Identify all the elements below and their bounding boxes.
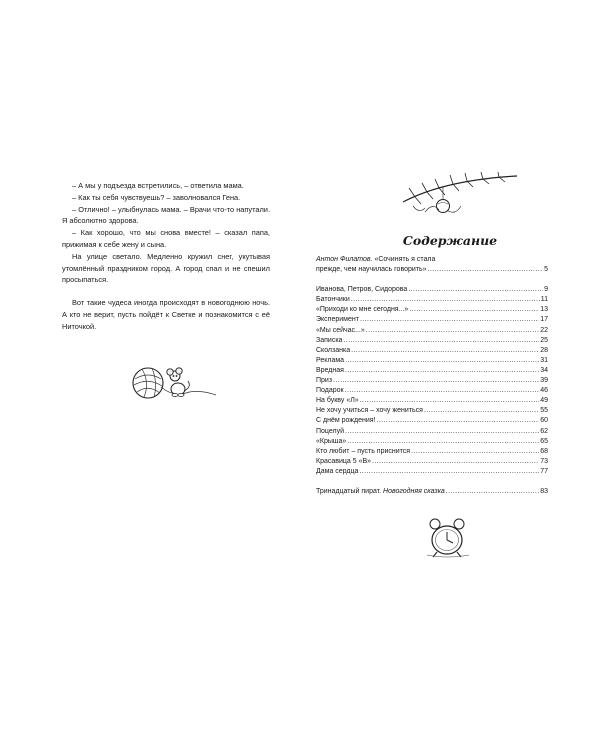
toc-entry-title: Красавица 5 «В» [316, 457, 372, 465]
toc-leader-dots [360, 315, 539, 325]
toc-leader-dots [359, 467, 539, 477]
toc-entry-subtitle: Новогодняя сказка [383, 487, 445, 495]
toc-entry[interactable] [316, 356, 548, 366]
toc-entry[interactable] [316, 406, 548, 416]
toc-entry-title: На букву «Л» [316, 397, 359, 405]
toc-intro-author: Антон Филатов. [316, 256, 373, 263]
toc-leader-dots [428, 265, 544, 275]
toc-entry-page: 55 [540, 407, 548, 415]
toc-leader-dots [345, 427, 539, 437]
toc-entry[interactable] [316, 366, 548, 376]
toc-entry[interactable] [316, 376, 548, 386]
toc-entry-title: Эксперимент [316, 316, 359, 324]
toc-entry[interactable] [316, 285, 548, 295]
toc-leader-dots [360, 396, 540, 406]
toc-entry[interactable] [316, 487, 548, 497]
toc-entry[interactable] [316, 305, 548, 315]
toc-leader-dots [372, 457, 539, 467]
toc-entry[interactable] [316, 265, 548, 275]
alarm-clock-illustration [425, 515, 471, 559]
toc-entry-title: Тринадцатый пират. [316, 487, 382, 495]
toc-title: Содержание [402, 233, 498, 248]
toc-entry[interactable] [316, 295, 548, 305]
toc-entry-page: 73 [540, 457, 548, 465]
table-of-contents [316, 255, 548, 497]
toc-entry-page: 11 [540, 296, 548, 304]
toc-entry[interactable] [316, 386, 548, 396]
toc-intro [316, 255, 548, 275]
toc-entry-page: 77 [540, 467, 548, 475]
toc-entry-title: Поцелуй [316, 427, 345, 435]
toc-entry-title: Реклама [316, 356, 345, 364]
toc-leader-dots [446, 487, 539, 497]
toc-entry[interactable] [316, 315, 548, 325]
toc-leader-dots [345, 356, 539, 366]
right-page [300, 0, 600, 750]
toc-entry[interactable] [316, 336, 548, 346]
toc-leader-dots [424, 406, 539, 416]
toc-entry-page: 22 [540, 326, 548, 334]
paragraph: – Как ты себя чувствуешь? – заволновался Гена. [72, 192, 241, 202]
toc-entry-title: «Крыша» [316, 437, 347, 445]
toc-entry-page: 65 [540, 437, 548, 445]
toc-entry-page: 68 [540, 447, 548, 455]
toc-entry-page: 39 [540, 377, 548, 385]
toc-intro-line1: «Сочинять я стала [374, 256, 436, 263]
toc-entry[interactable] [316, 396, 548, 406]
toc-entry-title: «Мы сейчас...» [316, 326, 365, 334]
toc-entry[interactable] [316, 467, 548, 477]
toc-entry-page: 17 [540, 316, 548, 324]
toc-leader-dots [345, 386, 540, 396]
toc-entry-page: 5 [544, 266, 548, 274]
toc-entry-page: 34 [540, 366, 548, 374]
toc-leader-dots [409, 305, 539, 315]
toc-leader-dots [345, 366, 539, 376]
toc-entry-title: Кто любит – пусть приснится [316, 447, 411, 455]
toc-entry-title: Приз [316, 377, 333, 385]
paragraph: На улице светало. Медленно кружил снег, укутывая утомлённый праздником город. А город спал и не спешил просыпаться. [62, 251, 270, 285]
toc-entry-page: 83 [540, 487, 548, 495]
toc-entry-title: «Приходи ко мне сегодня...» [316, 306, 409, 314]
toc-entry[interactable] [316, 427, 548, 437]
toc-entry-title: Записка [316, 336, 343, 344]
toc-entry-title: прежде, чем научилась говорить» [316, 266, 427, 274]
toc-leader-dots [347, 437, 539, 447]
paragraph: – Как хорошо, что мы снова вместе! – сказал папа, прижимая к себе жену и сына. [62, 228, 270, 249]
toc-entry-page: 60 [540, 417, 548, 425]
toc-entry-title: Подарок [316, 387, 344, 395]
toc-entry[interactable] [316, 346, 548, 356]
toc-leader-dots [351, 346, 539, 356]
toc-leader-dots [408, 285, 543, 295]
toc-leader-dots [351, 295, 540, 305]
toc-entries [316, 285, 548, 477]
toc-leader-dots [376, 416, 539, 426]
toc-entry-page: 49 [540, 397, 548, 405]
toc-entry[interactable] [316, 437, 548, 447]
toc-entry-page: 46 [540, 387, 548, 395]
toc-entry-title: Батончики [316, 296, 350, 304]
toc-leader-dots [411, 447, 539, 457]
toc-entry-page: 62 [540, 427, 548, 435]
story-text [62, 180, 270, 333]
toc-entry[interactable] [316, 416, 548, 426]
toc-entry-page: 25 [540, 336, 548, 344]
toc-entry-title: Вредная [316, 366, 344, 374]
toc-entry[interactable] [316, 326, 548, 336]
fir-branch-ornament-illustration [395, 172, 525, 218]
paragraph: – А мы у подъезда встретились, – ответила мама. [72, 181, 244, 190]
toc-entry-page: 28 [540, 346, 548, 354]
toc-entry-page: 13 [540, 306, 548, 314]
toc-leader-dots [366, 326, 539, 336]
toc-entry-title: Иванова, Петров, Сидорова [316, 286, 408, 294]
toc-leader-dots [333, 376, 539, 386]
toc-entry-page: 31 [540, 356, 548, 364]
paragraph: – Отлично! – улыбнулась мама. – Врачи что-то напутали. Я абсолютно здорова. [62, 204, 270, 226]
toc-entry[interactable] [316, 447, 548, 457]
toc-entry-page: 9 [544, 286, 548, 294]
toc-leader-dots [343, 336, 539, 346]
paragraph: Вот такие чудеса иногда происходят в новогоднюю ночь. А кто не верит, пусть пойдёт к Светке и познакомится с её Ниточкой. [62, 298, 270, 331]
toc-entry-title: Сколзанка [316, 346, 351, 354]
yarn-mouse-illustration [128, 357, 220, 403]
toc-entry-title: Дама сердца [316, 467, 359, 475]
toc-entry[interactable] [316, 457, 548, 467]
toc-entry-title: С днём рождения! [316, 417, 376, 425]
toc-entry-title: Не хочу учиться – хочу жениться [316, 407, 423, 415]
